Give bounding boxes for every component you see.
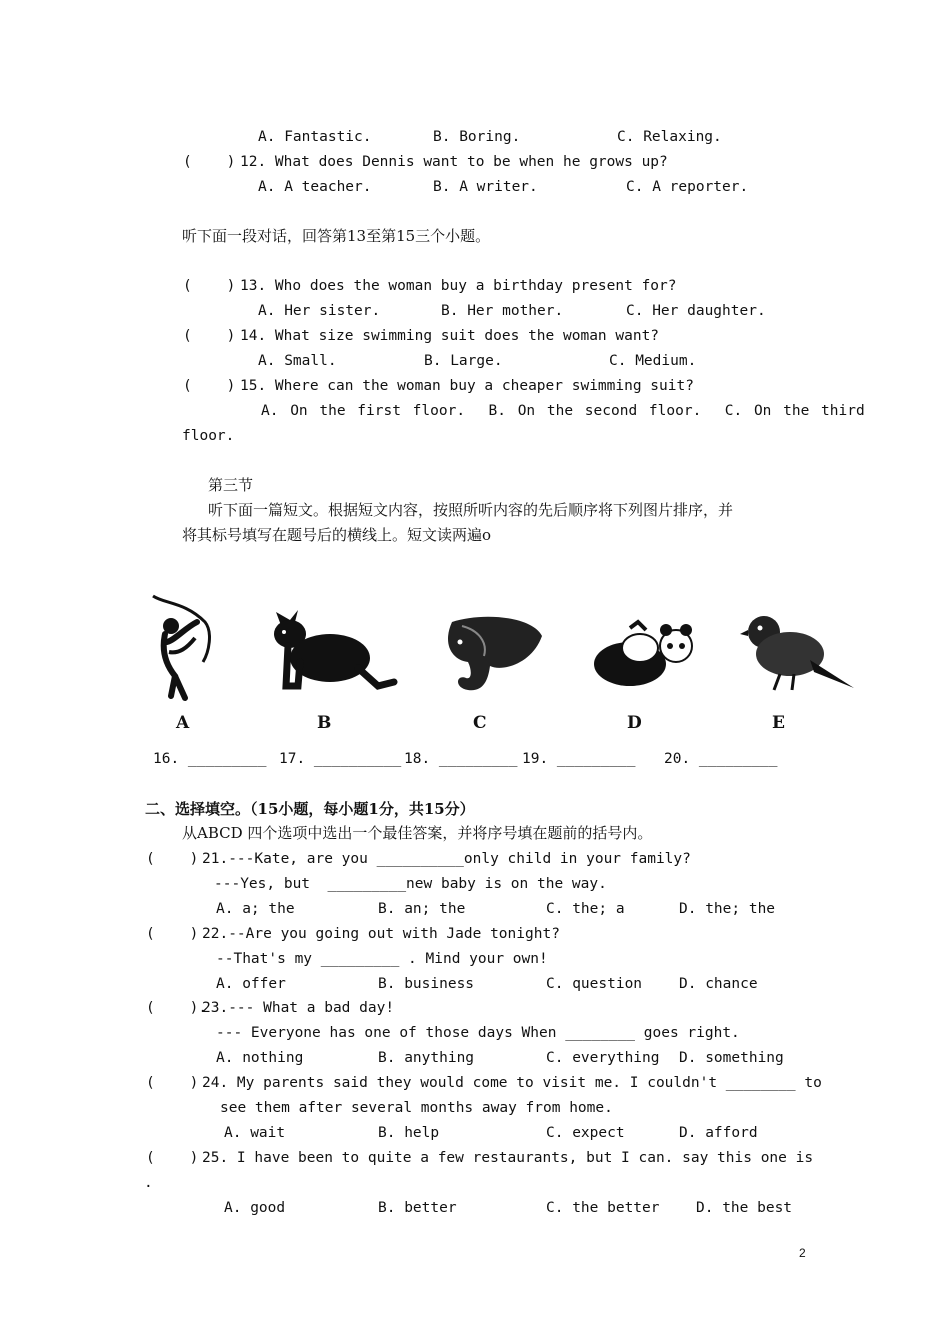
q11-option-a: A. Fantastic. bbox=[258, 129, 372, 145]
picture-label-a: A bbox=[176, 713, 190, 733]
question-stem: 21.---Kate, are you __________only child in your family? bbox=[202, 851, 691, 867]
q14-option-b: B. Large. bbox=[424, 353, 503, 369]
q14-option-a: A. Small. bbox=[258, 353, 337, 369]
q24-option-b: B. help bbox=[378, 1125, 440, 1141]
part2-title: 二、选择填空。（15小题，每小题1分，共15分） bbox=[145, 800, 475, 818]
question-stem: 15. Where can the woman buy a cheaper swimming suit? bbox=[240, 378, 694, 394]
q25-option-c: C. the better bbox=[546, 1200, 660, 1216]
q15-options: A. On the first floor. B. On the second floor. C. On the third bbox=[261, 403, 865, 419]
cat-icon bbox=[268, 606, 398, 692]
question-stem: 22.--Are you going out with Jade tonight? bbox=[202, 926, 560, 942]
answer-paren[interactable]: ( ) bbox=[183, 378, 236, 394]
section3-line2: 将其标号填写在题号后的横线上。短文读两遍o bbox=[182, 526, 492, 544]
question-line2: --That's my _________ . Mind your own! bbox=[216, 951, 548, 967]
q22-option-d: D. chance bbox=[679, 976, 758, 992]
q21-option-d: D. the; the bbox=[679, 901, 776, 917]
answer-paren[interactable]: ( ) bbox=[146, 1075, 199, 1091]
q23-option-a: A. nothing bbox=[216, 1050, 304, 1066]
elephant-icon bbox=[432, 612, 544, 694]
answer-paren[interactable]: ( ) bbox=[183, 278, 236, 294]
q12-option-a: A. A teacher. bbox=[258, 179, 372, 195]
answer-blank-20[interactable]: 20. _________ bbox=[664, 751, 778, 767]
q21-option-a: A. a; the bbox=[216, 901, 295, 917]
q11-option-c: C. Relaxing. bbox=[617, 129, 722, 145]
question-stem: 25. I have been to quite a few restaurants, but I can. say this one is bbox=[202, 1150, 814, 1166]
q12-option-b: B. A writer. bbox=[433, 179, 538, 195]
answer-paren[interactable]: ( ) bbox=[183, 328, 236, 344]
q24-option-a: A. wait bbox=[224, 1125, 286, 1141]
q22-option-c: C. question bbox=[546, 976, 643, 992]
question-line2: . bbox=[144, 1175, 153, 1191]
q23-option-b: B. anything bbox=[378, 1050, 475, 1066]
q11-option-b: B. Boring. bbox=[433, 129, 521, 145]
q21-option-b: B. an; the bbox=[378, 901, 466, 917]
picture-label-b: B bbox=[317, 713, 332, 733]
monkey-icon bbox=[145, 592, 220, 704]
picture-label-e: E bbox=[772, 713, 785, 733]
answer-paren[interactable]: ( ) bbox=[146, 851, 199, 867]
question-stem: 23.--- What a bad day! bbox=[202, 1000, 395, 1016]
q24-option-c: C. expect bbox=[546, 1125, 625, 1141]
answer-blank-16[interactable]: 16. _________ bbox=[153, 751, 267, 767]
answer-blank-17[interactable]: 17. __________ bbox=[279, 751, 402, 767]
answer-paren[interactable]: ( ). bbox=[146, 1000, 208, 1016]
bird-icon bbox=[740, 610, 856, 692]
picture-label-d: D bbox=[627, 713, 642, 733]
question-stem: 14. What size swimming suit does the woman want? bbox=[240, 328, 660, 344]
question-stem: 24. My parents said they would come to visit me. I couldn't ________ to bbox=[202, 1075, 822, 1091]
instruction-13-15: 听下面一段对话，回答第13至第15三个小题。 bbox=[182, 227, 491, 245]
question-line2: ---Yes, but _________new baby is on the way. bbox=[214, 876, 607, 892]
question-stem: 12. What does Dennis want to be when he grows up? bbox=[240, 154, 668, 170]
q25-option-d: D. the best bbox=[696, 1200, 793, 1216]
answer-blank-18[interactable]: 18. _________ bbox=[404, 751, 518, 767]
part2-instruction: 从ABCD 四个选项中选出一个最佳答案，并将序号填在题前的括号内。 bbox=[182, 824, 653, 842]
answer-paren[interactable]: ( ) bbox=[183, 154, 236, 170]
q24-option-d: D. afford bbox=[679, 1125, 758, 1141]
answer-paren[interactable]: ( ) bbox=[146, 926, 199, 942]
answer-paren[interactable]: ( ) bbox=[146, 1150, 199, 1166]
q14-option-c: C. Medium. bbox=[609, 353, 697, 369]
q25-option-b: B. better bbox=[378, 1200, 457, 1216]
answer-blank-19[interactable]: 19. _________ bbox=[522, 751, 636, 767]
q13-option-a: A. Her sister. bbox=[258, 303, 381, 319]
q25-option-a: A. good bbox=[224, 1200, 286, 1216]
q21-option-c: C. the; a bbox=[546, 901, 625, 917]
q12-option-c: C. A reporter. bbox=[626, 179, 749, 195]
page-number: 2 bbox=[799, 1246, 806, 1260]
q23-option-d: D. something bbox=[679, 1050, 784, 1066]
panda-icon bbox=[588, 614, 700, 690]
q15-continuation: floor. bbox=[182, 428, 235, 444]
question-stem: 13. Who does the woman buy a birthday present for? bbox=[240, 278, 677, 294]
q13-option-c: C. Her daughter. bbox=[626, 303, 766, 319]
q22-option-b: B. business bbox=[378, 976, 475, 992]
section3-title: 第三节 bbox=[208, 476, 254, 494]
question-line2: --- Everyone has one of those days When ________ goes right. bbox=[216, 1025, 740, 1041]
q13-option-b: B. Her mother. bbox=[441, 303, 564, 319]
picture-label-c: C bbox=[473, 713, 487, 733]
section3-line1: 听下面一篇短文。根据短文内容，按照所听内容的先后顺序将下列图片排序，并 bbox=[208, 501, 734, 519]
q22-option-a: A. offer bbox=[216, 976, 286, 992]
q23-option-c: C. everything bbox=[546, 1050, 660, 1066]
question-line2: see them after several months away from home. bbox=[220, 1100, 613, 1116]
